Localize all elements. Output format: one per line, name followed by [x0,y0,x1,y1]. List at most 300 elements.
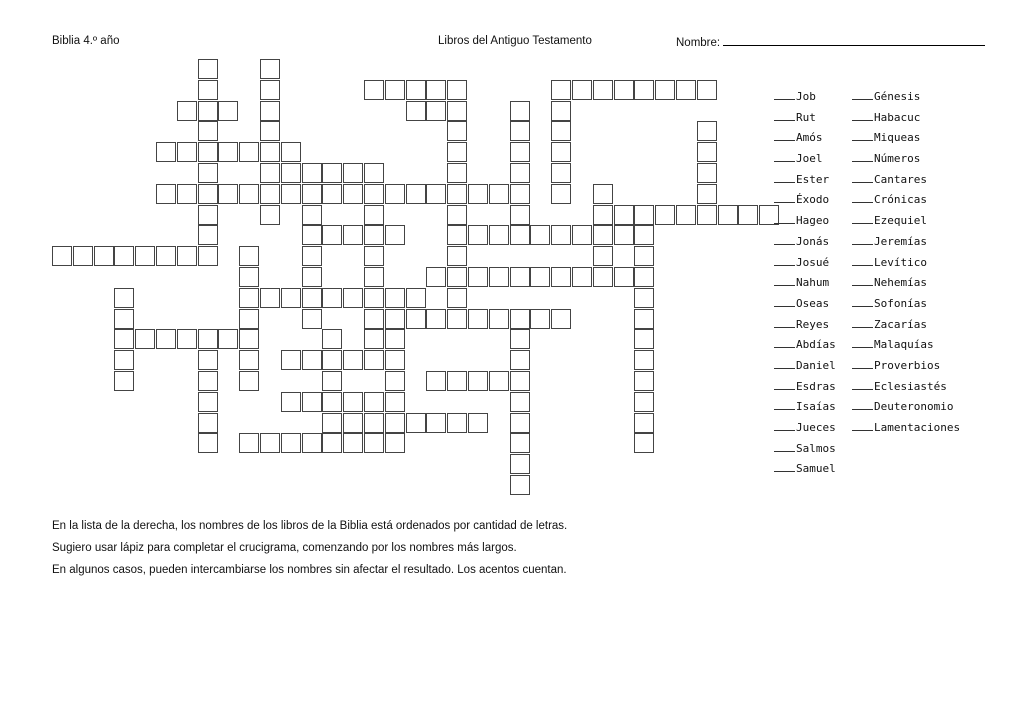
crossword-cell[interactable] [510,184,530,204]
crossword-cell[interactable] [198,121,218,141]
crossword-cell[interactable] [447,288,467,308]
answer-blank[interactable] [852,417,873,431]
word-list-item [774,272,836,293]
crossword-cell[interactable] [198,371,218,391]
crossword-cell[interactable] [322,350,342,370]
crossword-cell[interactable] [239,309,259,329]
crossword-cell[interactable] [634,80,654,100]
answer-blank[interactable] [852,148,873,162]
crossword-cell[interactable] [468,309,488,329]
crossword-cell[interactable] [260,80,280,100]
crossword-cell[interactable] [364,350,384,370]
crossword-cell[interactable] [510,309,530,329]
crossword-cell[interactable] [634,329,654,349]
crossword-cell[interactable] [322,225,342,245]
crossword-cell[interactable] [697,184,717,204]
word-list-item [774,396,836,417]
crossword-cell[interactable] [343,350,363,370]
crossword-cell[interactable] [510,454,530,474]
crossword-cell[interactable] [447,184,467,204]
crossword-cell[interactable] [593,80,613,100]
crossword-cell[interactable] [302,184,322,204]
crossword-cell[interactable] [510,413,530,433]
crossword-cell[interactable] [198,80,218,100]
crossword-cell[interactable] [551,267,571,287]
answer-blank[interactable] [774,314,795,328]
crossword-cell[interactable] [510,350,530,370]
crossword-cell[interactable] [114,288,134,308]
crossword-cell[interactable] [468,184,488,204]
crossword-cell[interactable] [114,246,134,266]
answer-blank[interactable] [852,189,873,203]
crossword-cell[interactable] [426,413,446,433]
word-list-item [852,376,960,397]
crossword-cell[interactable] [364,433,384,453]
crossword-cell[interactable] [135,246,155,266]
book-name: Lamentaciones [874,421,961,434]
crossword-cell[interactable] [489,184,509,204]
crossword-cell[interactable] [364,288,384,308]
book-name: Jeremías [874,234,927,248]
crossword-cell[interactable] [177,329,197,349]
crossword-cell[interactable] [260,184,280,204]
book-name: Éxodo [796,193,830,207]
word-list-item [774,417,836,438]
book-name: Hageo [796,214,830,228]
crossword-cell[interactable] [676,80,696,100]
crossword-cell[interactable] [447,121,467,141]
crossword-cell[interactable] [406,413,426,433]
crossword-cell[interactable] [447,246,467,266]
crossword-cell[interactable] [697,163,717,183]
crossword-cell[interactable] [593,184,613,204]
crossword-cell[interactable] [364,246,384,266]
crossword-cell[interactable] [260,101,280,121]
answer-blank[interactable] [774,231,795,245]
word-list-item [774,231,836,252]
crossword-cell[interactable] [239,142,259,162]
crossword-cell[interactable] [489,371,509,391]
crossword-cell[interactable] [510,142,530,162]
answer-blank[interactable] [852,334,873,348]
crossword-cell[interactable] [114,329,134,349]
crossword-cell[interactable] [655,205,675,225]
crossword-cell[interactable] [322,163,342,183]
book-name: Deuteronomio [874,400,954,414]
word-list-item [774,355,836,376]
crossword-cell[interactable] [343,225,363,245]
answer-blank[interactable] [852,272,873,286]
word-list-item [774,189,836,210]
answer-blank[interactable] [852,127,873,141]
crossword-cell[interactable] [426,80,446,100]
crossword-cell[interactable] [510,225,530,245]
crossword-cell[interactable] [281,184,301,204]
crossword-cell[interactable] [281,288,301,308]
crossword-cell[interactable] [406,288,426,308]
crossword-cell[interactable] [218,329,238,349]
book-name: Daniel [796,358,836,372]
crossword-cell[interactable] [385,329,405,349]
crossword-cell[interactable] [634,371,654,391]
word-list-item [852,417,960,438]
answer-blank[interactable] [774,86,795,100]
crossword-cell[interactable] [198,225,218,245]
crossword-cell[interactable] [738,205,758,225]
crossword-cell[interactable] [697,121,717,141]
crossword-cell[interactable] [343,163,363,183]
crossword-cell[interactable] [447,309,467,329]
crossword-cell[interactable] [260,433,280,453]
crossword-cell[interactable] [385,309,405,329]
crossword-cell[interactable] [281,350,301,370]
crossword-cell[interactable] [634,205,654,225]
crossword-cell[interactable] [385,413,405,433]
crossword-cell[interactable] [239,371,259,391]
crossword-cell[interactable] [614,205,634,225]
answer-blank[interactable] [852,314,873,328]
crossword-cell[interactable] [73,246,93,266]
word-list-item [852,189,960,210]
name-label: Nombre: [676,37,721,49]
answer-blank[interactable] [852,231,873,245]
answer-blank[interactable] [852,396,873,410]
crossword-cell[interactable] [510,433,530,453]
crossword-cell[interactable] [489,267,509,287]
crossword-cell[interactable] [385,392,405,412]
answer-blank[interactable] [852,169,873,183]
crossword-cell[interactable] [426,267,446,287]
word-list-item [774,334,836,355]
crossword-cell[interactable] [302,267,322,287]
book-name: Isaías [796,400,836,414]
crossword-cell[interactable] [322,329,342,349]
crossword-cell[interactable] [510,475,530,495]
crossword-cell[interactable] [239,329,259,349]
crossword-cell[interactable] [426,184,446,204]
crossword-cell[interactable] [302,433,322,453]
crossword-cell[interactable] [281,433,301,453]
crossword-cell[interactable] [468,413,488,433]
answer-blank[interactable] [774,107,795,121]
crossword-cell[interactable] [364,225,384,245]
crossword-cell[interactable] [156,246,176,266]
crossword-cell[interactable] [198,59,218,79]
crossword-cell[interactable] [634,288,654,308]
crossword-cell[interactable] [239,246,259,266]
word-list-item [852,314,960,335]
crossword-cell[interactable] [198,205,218,225]
crossword-cell[interactable] [634,309,654,329]
word-list-item [774,86,836,107]
crossword-cell[interactable] [177,101,197,121]
crossword-cell[interactable] [343,184,363,204]
crossword-cell[interactable] [572,267,592,287]
crossword-cell[interactable] [406,309,426,329]
crossword-cell[interactable] [426,101,446,121]
answer-blank[interactable] [852,210,873,224]
crossword-cell[interactable] [447,80,467,100]
crossword-cell[interactable] [322,433,342,453]
crossword-cell[interactable] [114,371,134,391]
crossword-cell[interactable] [260,142,280,162]
crossword-cell[interactable] [218,101,238,121]
crossword-cell[interactable] [510,392,530,412]
word-list-item [774,107,836,128]
crossword-cell[interactable] [510,205,530,225]
book-name: Zacarías [874,317,927,331]
word-list-item [852,396,960,417]
crossword-cell[interactable] [406,101,426,121]
crossword-cell[interactable] [302,392,322,412]
book-name: Ezequiel [874,214,927,228]
crossword-cell[interactable] [364,392,384,412]
crossword-cell[interactable] [260,288,280,308]
crossword-cell[interactable] [655,80,675,100]
word-list-column-1 [774,86,836,479]
answer-blank[interactable] [774,252,795,266]
crossword-cell[interactable] [52,246,72,266]
crossword-cell[interactable] [260,121,280,141]
crossword-cell[interactable] [447,101,467,121]
crossword-cell[interactable] [551,184,571,204]
crossword-cell[interactable] [634,433,654,453]
crossword-cell[interactable] [281,163,301,183]
answer-blank[interactable] [774,458,795,472]
crossword-cell[interactable] [364,184,384,204]
crossword-cell[interactable] [94,246,114,266]
answer-blank[interactable] [774,169,795,183]
crossword-cell[interactable] [447,225,467,245]
crossword-cell[interactable] [551,101,571,121]
answer-blank[interactable] [774,210,795,224]
crossword-cell[interactable] [364,309,384,329]
crossword-cell[interactable] [322,184,342,204]
crossword-cell[interactable] [239,350,259,370]
crossword-cell[interactable] [302,205,322,225]
crossword-cell[interactable] [135,329,155,349]
crossword-cell[interactable] [551,309,571,329]
crossword-cell[interactable] [281,392,301,412]
crossword-cell[interactable] [510,163,530,183]
crossword-cell[interactable] [364,267,384,287]
crossword-cell[interactable] [510,101,530,121]
crossword-cell[interactable] [634,413,654,433]
crossword-cell[interactable] [343,288,363,308]
crossword-cell[interactable] [614,80,634,100]
crossword-cell[interactable] [198,433,218,453]
answer-blank[interactable] [774,293,795,307]
crossword-cell[interactable] [198,184,218,204]
crossword-cell[interactable] [364,413,384,433]
crossword-cell[interactable] [593,246,613,266]
word-list-item [852,355,960,376]
crossword-cell[interactable] [593,267,613,287]
crossword-cell[interactable] [530,225,550,245]
crossword-cell[interactable] [343,413,363,433]
crossword-cell[interactable] [676,205,696,225]
crossword-cell[interactable] [198,101,218,121]
crossword-cell[interactable] [198,142,218,162]
crossword-cell[interactable] [551,142,571,162]
crossword-cell[interactable] [239,433,259,453]
crossword-cell[interactable] [447,267,467,287]
answer-blank[interactable] [774,334,795,348]
crossword-cell[interactable] [114,309,134,329]
crossword-cell[interactable] [634,267,654,287]
crossword-cell[interactable] [614,225,634,245]
crossword-cell[interactable] [614,267,634,287]
crossword-cell[interactable] [239,267,259,287]
answer-blank[interactable] [852,107,873,121]
crossword-cell[interactable] [697,205,717,225]
crossword-cell[interactable] [593,205,613,225]
book-name: Levítico [874,255,927,269]
crossword-cell[interactable] [385,288,405,308]
crossword-cell[interactable] [510,121,530,141]
crossword-cell[interactable] [510,329,530,349]
answer-blank[interactable] [774,355,795,369]
crossword-cell[interactable] [718,205,738,225]
crossword-cell[interactable] [198,392,218,412]
crossword-cell[interactable] [551,225,571,245]
answer-blank[interactable] [774,376,795,390]
crossword-cell[interactable] [551,80,571,100]
crossword-cell[interactable] [114,350,134,370]
crossword-cell[interactable] [634,246,654,266]
answer-blank[interactable] [852,376,873,390]
crossword-cell[interactable] [364,80,384,100]
instruction-line: En algunos casos, pueden intercambiarse los nombres sin afectar el resultado. Los acentos cuentan. [52,564,567,576]
crossword-cell[interactable] [343,433,363,453]
answer-blank[interactable] [774,438,795,452]
crossword-cell[interactable] [343,392,363,412]
crossword-cell[interactable] [510,371,530,391]
answer-blank[interactable] [852,86,873,100]
crossword-cell[interactable] [364,163,384,183]
crossword-cell[interactable] [322,413,342,433]
crossword-cell[interactable] [530,309,550,329]
crossword-cell[interactable] [572,80,592,100]
crossword-cell[interactable] [198,163,218,183]
crossword-cell[interactable] [218,142,238,162]
crossword-cell[interactable] [218,184,238,204]
crossword-cell[interactable] [447,371,467,391]
answer-blank[interactable] [774,189,795,203]
crossword-cell[interactable] [198,350,218,370]
crossword-cell[interactable] [302,163,322,183]
crossword-cell[interactable] [406,184,426,204]
crossword-cell[interactable] [156,184,176,204]
word-list-item [852,231,960,252]
crossword-cell[interactable] [322,288,342,308]
answer-blank[interactable] [774,417,795,431]
crossword-cell[interactable] [634,392,654,412]
instruction-line: En la lista de la derecha, los nombres de los libros de la Biblia está ordenados por cantidad de letras. [52,520,568,532]
crossword-cell[interactable] [281,142,301,162]
crossword-cell[interactable] [302,288,322,308]
crossword-cell[interactable] [156,142,176,162]
crossword-cell[interactable] [572,225,592,245]
crossword-cell[interactable] [697,80,717,100]
crossword-cell[interactable] [634,350,654,370]
crossword-cell[interactable] [260,205,280,225]
crossword-cell[interactable] [177,246,197,266]
answer-blank[interactable] [852,355,873,369]
crossword-cell[interactable] [385,225,405,245]
crossword-cell[interactable] [551,163,571,183]
answer-blank[interactable] [852,252,873,266]
answer-blank[interactable] [774,272,795,286]
crossword-cell[interactable] [385,80,405,100]
crossword-grid [0,0,760,480]
crossword-cell[interactable] [510,267,530,287]
crossword-cell[interactable] [239,288,259,308]
answer-blank[interactable] [774,148,795,162]
crossword-cell[interactable] [447,163,467,183]
answer-blank[interactable] [774,396,795,410]
book-name: Génesis [874,90,921,103]
crossword-cell[interactable] [426,371,446,391]
crossword-cell[interactable] [198,329,218,349]
word-list-item [774,210,836,231]
crossword-cell[interactable] [385,184,405,204]
crossword-cell[interactable] [447,205,467,225]
word-list-item [774,148,836,169]
book-name: Nahum [796,276,830,290]
crossword-cell[interactable] [198,246,218,266]
crossword-cell[interactable] [468,371,488,391]
crossword-cell[interactable] [302,309,322,329]
crossword-cell[interactable] [302,350,322,370]
crossword-cell[interactable] [468,225,488,245]
name-blank-line[interactable] [723,35,985,46]
crossword-cell[interactable] [447,413,467,433]
crossword-cell[interactable] [302,246,322,266]
crossword-cell[interactable] [697,142,717,162]
instructions [52,519,567,585]
crossword-cell[interactable] [551,121,571,141]
crossword-cell[interactable] [489,309,509,329]
crossword-cell[interactable] [302,225,322,245]
book-name: Sofonías [874,296,927,310]
crossword-cell[interactable] [322,371,342,391]
crossword-cell[interactable] [634,225,654,245]
crossword-cell[interactable] [385,371,405,391]
crossword-cell[interactable] [177,142,197,162]
crossword-cell[interactable] [260,59,280,79]
crossword-cell[interactable] [198,413,218,433]
crossword-cell[interactable] [364,205,384,225]
crossword-cell[interactable] [406,80,426,100]
crossword-cell[interactable] [593,225,613,245]
crossword-cell[interactable] [260,163,280,183]
crossword-cell[interactable] [156,329,176,349]
crossword-cell[interactable] [385,350,405,370]
answer-blank[interactable] [852,293,873,307]
crossword-cell[interactable] [177,184,197,204]
crossword-cell[interactable] [239,184,259,204]
crossword-cell[interactable] [447,142,467,162]
answer-blank[interactable] [774,127,795,141]
crossword-cell[interactable] [489,225,509,245]
crossword-cell[interactable] [322,392,342,412]
crossword-cell[interactable] [385,433,405,453]
crossword-cell[interactable] [426,309,446,329]
crossword-cell[interactable] [364,329,384,349]
crossword-cell[interactable] [468,267,488,287]
crossword-cell[interactable] [530,267,550,287]
